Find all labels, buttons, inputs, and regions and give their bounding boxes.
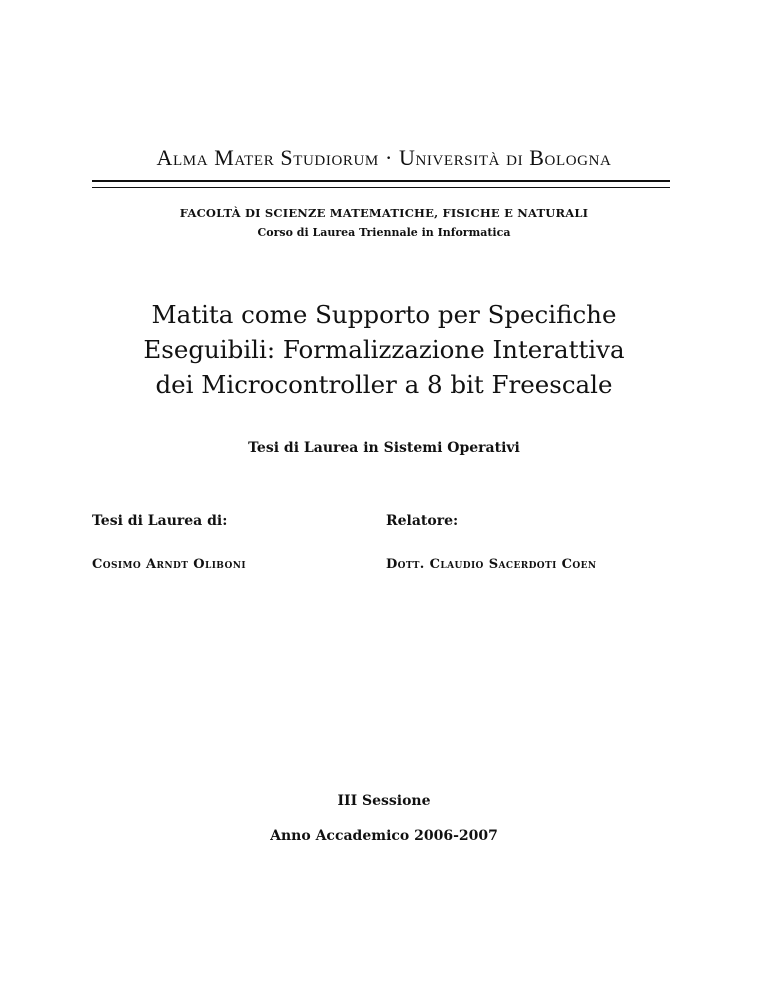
header-rule-thick [92,180,670,182]
degree-course: Corso di Laurea Triennale in Informatica [257,226,511,239]
advisor-label: Relatore: [386,513,459,529]
session: III Sessione [337,793,431,809]
university-name: Alma Mater Studiorum · Università di Bologna [156,145,612,170]
advisor-name: Dott. Claudio Sacerdoti Coen [386,557,597,572]
thesis-title-line: Eseguibili: Formalizzazione Interattiva [143,335,625,364]
thesis-title-line: Matita come Supporto per Specifiche [151,300,617,329]
author-name: Cosimo Arndt Oliboni [92,557,246,572]
thesis-subject: Tesi di Laurea in Sistemi Operativi [248,440,520,456]
thesis-title-line: dei Microcontroller a 8 bit Freescale [155,370,613,399]
header-rule-thin [92,187,670,188]
academic-year: Anno Accademico 2006-2007 [270,828,498,844]
thesis-title [0,297,768,402]
faculty-name: FACOLTÀ DI SCIENZE MATEMATICHE, FISICHE E NATURALI [179,206,589,220]
author-label: Tesi di Laurea di: [92,513,228,529]
